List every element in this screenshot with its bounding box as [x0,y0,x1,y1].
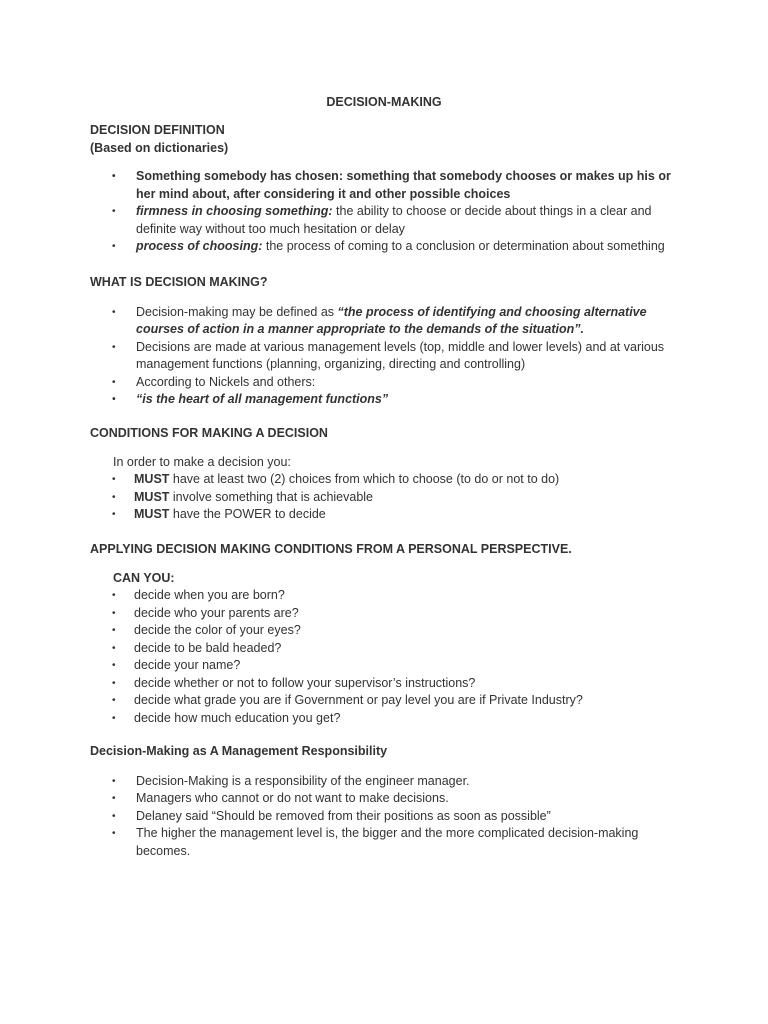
conditions-intro: In order to make a decision you: [113,454,291,469]
section-management-responsibility [90,743,690,860]
section-applying-conditions [90,541,690,727]
section-what-is-decision-making [90,274,690,409]
can-you-list [90,587,690,727]
list-item: • Decision-Making is a responsibility of the engineer manager. [90,773,690,791]
list-item: • Decisions are made at various management levels (top, middle and lower levels) and at various management functions (planning, organizing, directing and controlling) [90,339,690,374]
list-item: • Delaney said “Should be removed from their positions as soon as possible” [90,808,690,826]
what-is-list [90,304,690,409]
list-item: • decide how much education you get? [90,710,690,728]
list-item: • MUST involve something that is achievable [90,489,690,507]
list-item: • “is the heart of all management functions” [90,391,690,409]
list-item: • decide to be bald headed? [90,640,690,658]
list-item: • Managers who cannot or do not want to make decisions. [90,790,690,808]
conditions-list [90,471,690,524]
section-conditions [90,425,690,524]
section-subheading: (Based on dictionaries) [90,140,229,155]
list-item: • According to Nickels and others: [90,374,690,392]
list-item: • decide whether or not to follow your supervisor’s instructions? [90,675,690,693]
list-item: • decide who your parents are? [90,605,690,623]
section-heading: CONDITIONS FOR MAKING A DECISION [90,426,328,440]
section-heading: Decision-Making as A Management Responsibility [90,744,388,758]
list-item: • decide your name? [90,657,690,675]
section-heading: APPLYING DECISION MAKING CONDITIONS FROM A PERSONAL PERSPECTIVE. [90,542,572,556]
page-title: DECISION-MAKING [326,95,442,109]
list-item: • Something somebody has chosen: something that somebody chooses or makes up his or her mind about, after considering it and other possible choices [90,168,690,203]
section-heading: WHAT IS DECISION MAKING? [90,275,268,289]
list-item: • decide the color of your eyes? [90,622,690,640]
can-you-label: CAN YOU: [113,570,175,585]
list-item: • decide when you are born? [90,587,690,605]
list-item: • process of choosing: the process of coming to a conclusion or determination about something [90,238,690,256]
list-item: • MUST have at least two (2) choices from which to choose (to do or not to do) [90,471,690,489]
section-decision-definition [90,122,690,256]
list-item: • decide what grade you are if Government or pay level you are if Private Industry? [90,692,690,710]
definition-list [90,168,690,256]
section-heading: DECISION DEFINITION [90,123,225,137]
list-item: • MUST have the POWER to decide [90,506,690,524]
list-item: • firmness in choosing something: the ability to choose or decide about things in a clear and definite way without too much hesitation or delay [90,203,690,238]
responsibility-list [90,773,690,861]
list-item: • Decision-making may be defined as “the process of identifying and choosing alternative courses of action in a manner appropriate to the demands of the situation”. [90,304,690,339]
list-item: • The higher the management level is, the bigger and the more complicated decision-making becomes. [90,825,690,860]
